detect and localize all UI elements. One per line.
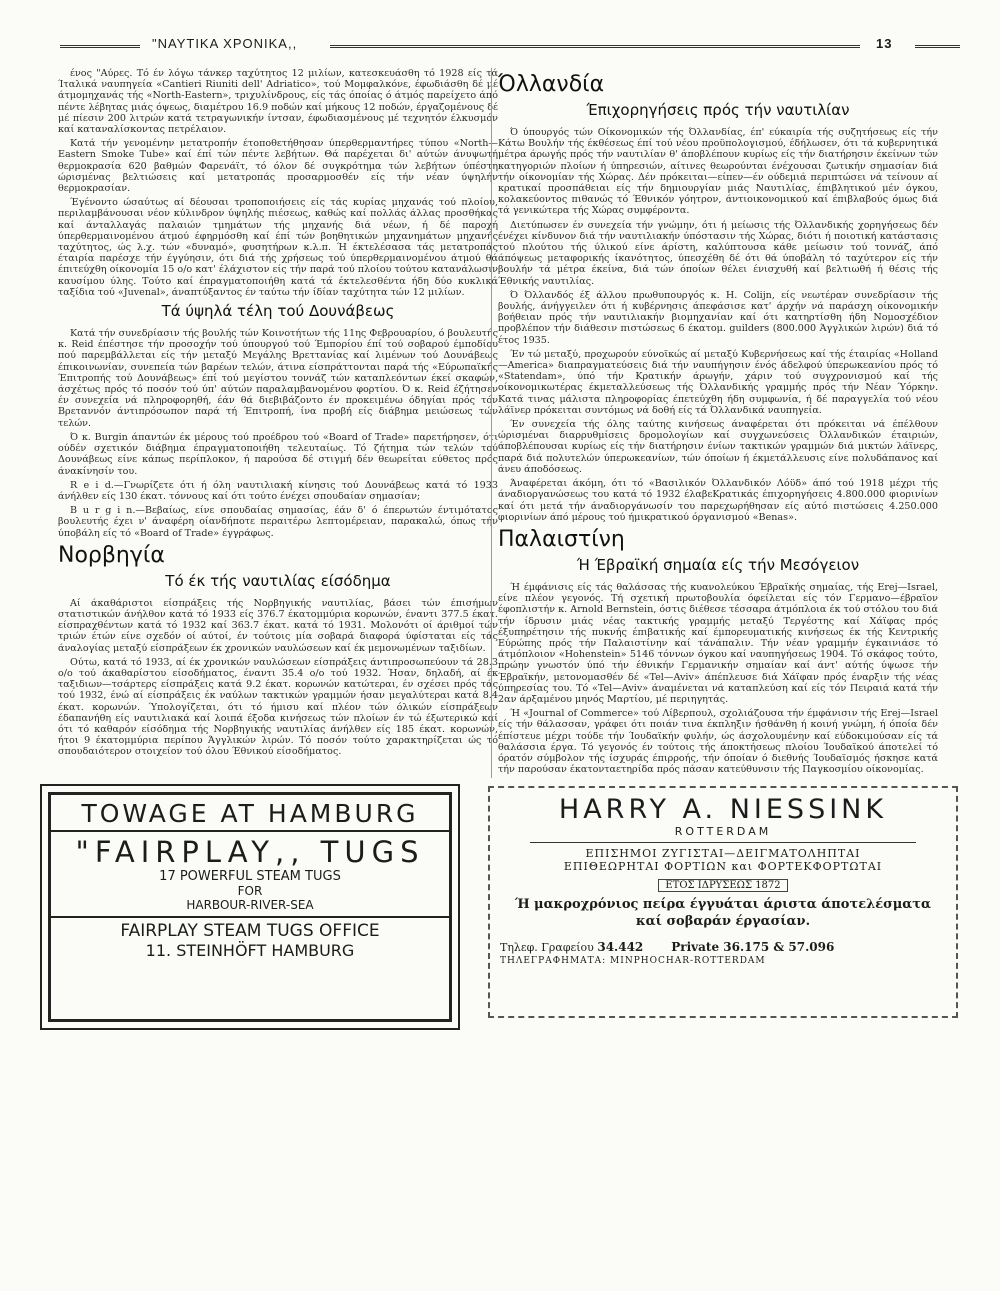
niessink-advertisement <box>488 786 958 1018</box>
article-subheading: Ή Έβραϊκή σημαία είς τήν Μεσόγειον <box>576 555 860 574</box>
left-column <box>58 68 498 761</box>
ad-company-name: HARRY A. NIESSINK <box>558 794 888 825</box>
article-paragraph: Έν τώ μεταξύ, προχωρούν εύνοϊκώς αί μεταξύ Κυβερνήσεως καί τής έταιρίας «Holland—America» διαπραγματεύσεις διά τήν ναυπήγησιν ένός άδελφού ύπερωκεανίου πρός τό «Statendam», ύπό τήν Κρατικήν άρωγήν, χάριν τού συγχρονισμού καί τής οίκονομικωτέρας έκμεταλλεύσεως τής Όλλανδικής γραμμής πρός τήν Νέαν Ύόρκην. Κατά τινας μάλιστα πληροφορίας έπετεύχθη ήδη συμφωνία, ή δέ παραγγελία τού νέου λάϊνερ πρόκειται συντόμως νά δοθή είς τά Όλλανδικά ναυπηγεία. <box>498 348 938 416</box>
header-rule <box>60 45 140 48</box>
section-heading: Όλλανδία <box>498 72 605 97</box>
ad-slogan: Ή μακροχρόνιος πείρα έγγυάται άριστα άποτελέσματα καί σοβαράν έργασίαν. <box>515 897 931 929</box>
article-paragraph: Ό κ. Burgin άπαντών έκ μέρους τού προέδρου τού «Board of Trade» παρετήρησεν, ότι ούδέν σχετικόν διάβημα έπραγματοποιήθη τελευταίως. Τό ζήτημα τών τελών τού Δουνάβεως είνε κάπως περίπλοκον, ή παρούσα δέ στιγμή δέν θεωρείται εύθετος πρός άνακίνησίν του. <box>58 431 498 477</box>
ad-divider <box>530 842 916 843</box>
article-subheading: Τό έκ τής ναυτιλίας είσόδημα <box>165 571 391 590</box>
article-paragraph: Διετύπωσεν έν συνεχεία τήν γνώμην, ότι ή μείωσις τής Όλλανδικής χορηγήσεως δέν ένέχει κίνδυνον διά τήν ναυτιλιακήν ύπόστασιν τής Χώρας, διότι ή ποιοτική κατάστασις τού πλούτου τής ύλικού είνε άρίστη, καλύπτουσα κάθε μείωσιν τού τοννάζ, άπό άπόψεως μεταφορικής ίκανότητος, ύπεσχέθη δέ ότι θά ύποβάλη τό ταχύτερον είς τήν βουλήν τά μέτρα έκείνα, διά τών όποίων θέλει ένισχυθή καί βελτιωθή ή θέσις τής Έθνικής ναυτιλίας. <box>498 219 938 287</box>
ad-line: FOR <box>237 884 263 898</box>
ad-founded-badge: ΕΤΟΣ ΙΔΡΥΣΕΩΣ 1872 <box>658 879 787 892</box>
article-subheading: Τά ύψηλά τέλη τού Δουνάβεως <box>161 302 395 321</box>
article-paragraph: Ούτω, κατά τό 1933, αί έκ χρονικών ναυλώσεων είσπράξεις άντιπροσωπεύουν τά 28.3 ο/ο τού άκαθαρίστου είσοδήματος, έναντι 35.4 ο/ο τού 1932. Ήσαν, δηλαδή, αί έκ ταξιδιων—τσάρτερς είσπράξεις κατά 9.2 έκατ. κορωνών κατώτεραι, έν σχέσει πρός τάς τού 1932, ένώ αί είσπράξεις έκ ναύλων τακτικών γραμμών ήσαν μεγαλύτεραι κατά 8.4 έκατ. κορωνών. Ύπολογίζεται, ότι τό ήμισυ καί πλέον τών όλικών είσπράξεων έδαπανήθη είς ναυτιλιακά καί λοιπά έξοδα κινήσεως τών πλοίων έν τώ έξωτερικώ καί ότι τό καθαρόν είσόδημα τής Νορβηγικής ναυτιλίας άνήλθεν είς 185 έκατ. κορωνών, ήτοι 9 έκατομμύρια περίπου Άγγλικών λιρών. Τό ποσόν τούτο χαρακτηρίζεται ώς τό σπουδαιότερον στοιχείον τού όλου Έθνικού είσοδήματος. <box>58 656 498 758</box>
page-number: 13 <box>876 36 893 51</box>
article-paragraph: Ό ύπουργός τών Οίκονομικών τής Όλλανδίας, έπ' εύκαιρία τής συζητήσεως είς τήν Κάτω Βουλήν τής έκθέσεως έπί τού νέου προϋπολογισμού, έδήλωσεν, ότι τά κυβερνητικά μέτρα άρωγής πρός τήν ναυτιλίαν θ' άποβλέπουν κυρίως είς τήν διατήρησιν έκείνων τών κατηγοριών πλοίων ή ύπηρεσιών, αίτινες θεωρούνται ένέχουσαι ζωτικήν σημασίαν διά τήν οίκονομίαν τής Χώρας. Δέν πρόκειται—είπεν—έν ούδεμιά περιπτώσει νά τείνουν αί κρατικαί προσπάθειαι είς τήν δημιουργίαν μιάς Ναυτιλίας, έπιβλητικού μέν όγκου, κολακεύοντος πιθανώς τό Έθνικόν γόητρον, άντιοικονομικού καί έπιβλαβούς όμως διά τά γενικώτερα τής Χώρας συμφέροντα. <box>498 127 938 217</box>
section-heading: Νορβηγία <box>58 542 165 568</box>
article-paragraph: B u r g i n.—Βεβαίως, είνε σπουδαίας σημασίας, έάν δ' ό έπερωτών έντιμότατος βουλευτής έχει ν' άναφέρη οίανδήποτε περαιτέρω λεπτομέρειαν, παρακαλώ, όπως τήν ύποβάλη είς τό «Board of Trade» έγγράφως. <box>58 505 498 539</box>
article-paragraph: Έν συνεχεία τής όλης ταύτης κινήσεως άναφέρεται ότι πρόκειται νά έπέλθουν ώρισμέναι διαρρυθμίσεις δρομολογίων καί συγχωνεύσεις Όλλανδικών έταιριών, άποβλέπουσαι κυρίως είς τήν διατήρησιν ένίων τακτικών γραμμών διά μικτών λάϊνερς, παρά διά πολυτελών ύπερωκεανίων, τών όποίων ή έκμετάλλευσις είνε πολυδάπανος καί άνευ άποδόσεως. <box>498 419 938 475</box>
ad-brand: "FAIRPLAY,, TUGS <box>75 835 425 869</box>
column-divider <box>491 68 492 778</box>
ad-address: 11. STEINHÖFT HAMBURG <box>145 941 355 960</box>
right-column <box>498 68 938 778</box>
ad-telegrams: ΤΗΛΕΓΡΑΦΗΜΑΤΑ: MINPHOCHAR-ROTTERDAM <box>500 956 766 966</box>
article-paragraph: R e i d.—Γνωρίζετε ότι ή όλη ναυτιλιακή κίνησις τού Δουνάβεως κατά τό 1933 άνήλθεν είς 130 έκατ. τόννους καί ότι τούτο ένέχει σπουδαίαν σημασίαν; <box>58 479 498 502</box>
ad-line: ΕΠΙΘΕΩΡΗΤΑΙ ΦΟΡΤΙΩΝ και ΦΟΡΤΕΚΦΟΡΤΩΤΑΙ <box>563 860 883 873</box>
article-paragraph: Ό Όλλανδός έξ άλλου πρωθυπουργός κ. H. Colijn, είς νεωτέραν συνεδρίασιν τής βουλής, άνήγγειλεν ότι ή κυβέρνησις άπεφάσισε κατ' άρχήν νά παράσχη οίκονομικήν βοήθειαν πρός τήν ναυτιλιακήν βιομηχανίαν καί ότι κατηρτίσθη ήδη Νομοσχέδιον προβλέπον τήν διάθεσιν πιστώσεως 6 έκατομ. guilders (800.000 Άγγλικών λιρών) διά τό έτος 1935. <box>498 289 938 346</box>
ad-tel-private: Private 36.175 & 57.096 <box>671 940 835 954</box>
article-paragraph: Άναφέρεται άκόμη, ότι τό «Βασιλικόν Όλλανδικόν Λόϋδ» άπό τού 1918 μέχρι τής άναδιοργανώσεως του κατά τό 1932 έλαβεΚρατικάς έπιχορηγήσεις 4.800.000 φιορινίων καί ότι μετά τήν άναδιοργάνωσίν του παρεχωρήθησαν είς αύτό πιστώσεις 4.250.000 φιορινίων άπό μέρους τού ήμικρατικού όργανισμού «Benas». <box>498 478 938 523</box>
ad-city: ROTTERDAM <box>674 825 772 838</box>
ad-line: ΕΠΙΣΗΜΟΙ ΖΥΓΙΣΤΑΙ—ΔΕΙΓΜΑΤΟΛΗΠΤΑΙ <box>585 847 861 860</box>
advertisement-frame <box>48 792 452 1022</box>
article-paragraph: Αί άκαθάριστοι είσπράξεις τής Νορβηγικής ναυτιλίας, βάσει τών έπισήμων στατιστικών άνήλθον κατά τό 1933 είς 376.7 έκατομμύρια κορωνών, έναντι 377.5 έκατ. είσπραχθέντων κατά τό 1932 καί 363.7 έκατ. κατά τό 1931. Μολονότι οί άριθμοί τών τριών έτών είνε σχεδόν οί αύτοί, έν τούτοις μία σοβαρά διαφορά ύφίσταται είς τάς άναλογίας μεταξύ είσπράξεων έκ χρονικών ναυλώσεων καί έκ μεμονωμένων ταξιδίων. <box>58 597 498 654</box>
page-header <box>30 36 960 56</box>
ad-tel-label: Τηλεφ. Γραφείου <box>500 941 594 954</box>
article-paragraph: ένος "Αύρες. Τό έν λόγω τάνκερ ταχύτητος 12 μιλίων, κατεσκευάσθη τό 1928 είς τά Ίταλικά ναυπηγεία «Cantieri Riuniti dell' Adriatico», τού Μομφαλκόνε, έφωδιάσθη δέ μέ άτμομηχανάς τής «North-Eastern», τριχυλίνδρους, είς τάς όποίας ό άτμός παρείχετο άπό πέντε λέβητας μιάς όψεως, διαμέτρου 16.9 ποδών καί μήκους 12 ποδών, έργαζομένους δέ μέ πίεσιν 200 λιτρών κατά τετραγωνικήν ίντσαν, έφωδιασμένους μέ τεχνητόν έλκυσμόν καί καταναλίσκοντας πετρέλαιον. <box>58 68 498 136</box>
article-paragraph: Έγένοντο ώσαύτως αί δέουσαι τροποποιήσεις είς τάς κυρίας μηχανάς τού πλοίου, περιλαμβάνουσαι νέον κύλινδρον ύψηλής πιέσεως, καθώς καί πολλάς άλλας προσθήκας καί άνταλλαγάς παλαιών τμημάτων τής μηχανής διά νέων, ή δέ παροχή ύπερθερμαινομένου άτμού έφηρμόσθη καί έπί τών βοηθητικών μηχανημάτων μηχανής ταχύτητος, ώς λ.χ. τών «δυναμό», φυσητήρων κ.λ.π. Ή έκτελέσασα τάς μετατροπάς έταιρία παρέσχε τήν έγγύησιν, ότι διά τής χρήσεως τού ύπερθερμαινομένου άτμού θά έπιτεύχθη οίκονομία 15 ο/ο κατ' έλάχιστον είς τήν παρά τού πλοίου τούτου κατανάλωσιν καυσίμου ύλης. Τούτο καί έπραγματοποιήθη κατά τά έκτελεσθέντα ήδη δύο κυκλικά ταξίδια τού «Juvenal», άναπτύξαντος έν ταύτω τήν ίδίαν ταχύτητα τών 12 μιλίων. <box>58 197 498 298</box>
article-subheading: Έπιχορηγήσεις πρός τήν ναυτιλίαν <box>586 101 850 119</box>
section-heading: Παλαιστίνη <box>498 526 625 552</box>
article-paragraph: Κατά τήν συνεδρίασιν τής βουλής τών Κοινοτήτων τής 11ης Φεβρουαρίου, ό βουλευτής κ. Reid έπέστησε τήν προσοχήν τού ύπουργού τού Έμπορίου έπί τού σοβαρού έμποδίου πού παρεμβάλλεται είς τήν μεταξύ Μεγάλης Βρεττανίας καί λιμένων τού Δουνάβεως έπικοινωνίαν, συνεπεία τών βαρέων τελών, άτινα είσπράττονται παρά τής «Εύρωπαϊκής Έπιτροπής τού Δουνάβεως» έπί τού μεγίστου τοννάζ τών καταπλεόντων έκεί σκαφών, άσχέτως πρός τό ποσόν τού ύπ' αύτών παραλαμβανομένου φορτίου. Ό κ. Reid έζήτησεν έν συνεχεία νά πληροφορηθή, έάν θά διεβιβάζοντο έν προκειμένω όδηγίαι πρός τόν Βρεταννόν άντιπρόσωπον παρά τή Έπιτροπή, ίνα προβή είς διάβημα μειώσεως τών τελών. <box>58 328 498 429</box>
article-paragraph: Κατά τήν γενομένην μετατροπήν έτοποθετήθησαν ύπερθερμαντήρες τύπου «North—Eastern Smoke Tube» καί έπί τών πέντε λεβήτων. Θά παρέχεται δι' αύτών άνυψωτή θερμοκρασία 620 βαθμών Φαρενάϊτ, τό όλον δέ συγκρότημα τών λεβήτων ύπέστη ώρισμένας βελτιώσεις καί μετατροπάς προσαρμοσθέν είς τήν νέαν ύψηλήν θερμοκρασίαν. <box>58 138 498 195</box>
journal-title: "ΝΑΥΤΙΚΑ ΧΡΟΝΙΚΑ,, <box>152 36 298 51</box>
ad-office: FAIRPLAY STEAM TUGS OFFICE <box>51 916 449 941</box>
header-rule <box>915 45 960 48</box>
article-paragraph: Ή έμφάνισις είς τάς θαλάσσας τής κυανολεύκου Έβραϊκής σημαίας, τής Erej—Israel, είνε πλέον γεγονός. Τή σχετική πρωτοβουλία όφείλεται είς τόν Γερμανο—έβραϊον έφοπλιστήν κ. Arnold Bernstein, όστις διέθεσε τέσσαρα άτμόπλοια έκ τού στόλου του διά τήν ίδρυσιν μιάς νέας τακτικής γραμμής μεταξύ Τεργέστης καί Χάϊφας πρός έξυπηρέτησιν τής πυκνής έπιβατικής καί έμπορευματικής κινήσεως έκ τής Κεντρικής Εύρώπης πρός τήν Παλαιστίνην καί τάνάπαλιν. Τήν νέαν γραμμήν έγκαινιάσε τό άτμόπλοιον «Hohenstein» 5146 τόννων όγκου καί ναυπηγήσεως 1904. Τό σκάφος τούτο, πρώην γνωστόν ύπό τήν έθνικήν Γερμανικήν σημαίαν καί άντ' αύτής ύψωσε τήν Έβραϊκήν, μετονομασθέν δέ «Tel—Aviv» άπέπλευσε διά Χάϊφαν πρός έναρξιν τής νέας ύπηρεσίας του. Τό «Tel—Aviv» άναμένεται νά καταπλεύση καί είς τόν Πειραιά κατά τήν 2αν άρξαμένου μηνός Μαρτίου, μέ περιηγητάς. <box>498 581 938 705</box>
ad-line: HARBOUR-RIVER-SEA <box>186 898 314 912</box>
ad-telephones <box>500 940 946 954</box>
ad-tel-office: 34.442 <box>597 940 644 954</box>
fairplay-tugs-advertisement <box>40 784 460 1030</box>
ad-line: 17 POWERFUL STEAM TUGS <box>159 869 341 884</box>
article-paragraph: Ή «Journal of Commerce» τού Λίβερπουλ, σχολιάζουσα τήν έμφάνισιν τής Erej—Israel είς τήν θάλασσαν, γράφει ότι ποιάν τινα έκπληξιν ήσθάνθη ή κοινή γνώμη, ή όποία δέν έπίστευε μέχρι τούδε τήν Ίουδαϊκήν φυλήν, ώς άσχολουμένην καί εύδοκιμούσαν είς τά θαλάσσια έργα. Τό γεγονός έν τούτοις τής άποκτήσεως πλοίου Ίουδαϊκού άποτελεί τό όρατόν σύμβολον τής ίσχυράς έπιρροής, τήν όποίαν ό διεθνής Ίουδαϊσμός ήσκησε κατά τήν παρούσαν έκατονταετηρίδα πρός πάσαν κατεύθυνσιν τής Παγκοσμίου οίκονομίας. <box>498 708 938 776</box>
header-rule <box>330 45 860 48</box>
ad-headline: TOWAGE AT HAMBURG <box>51 799 449 832</box>
